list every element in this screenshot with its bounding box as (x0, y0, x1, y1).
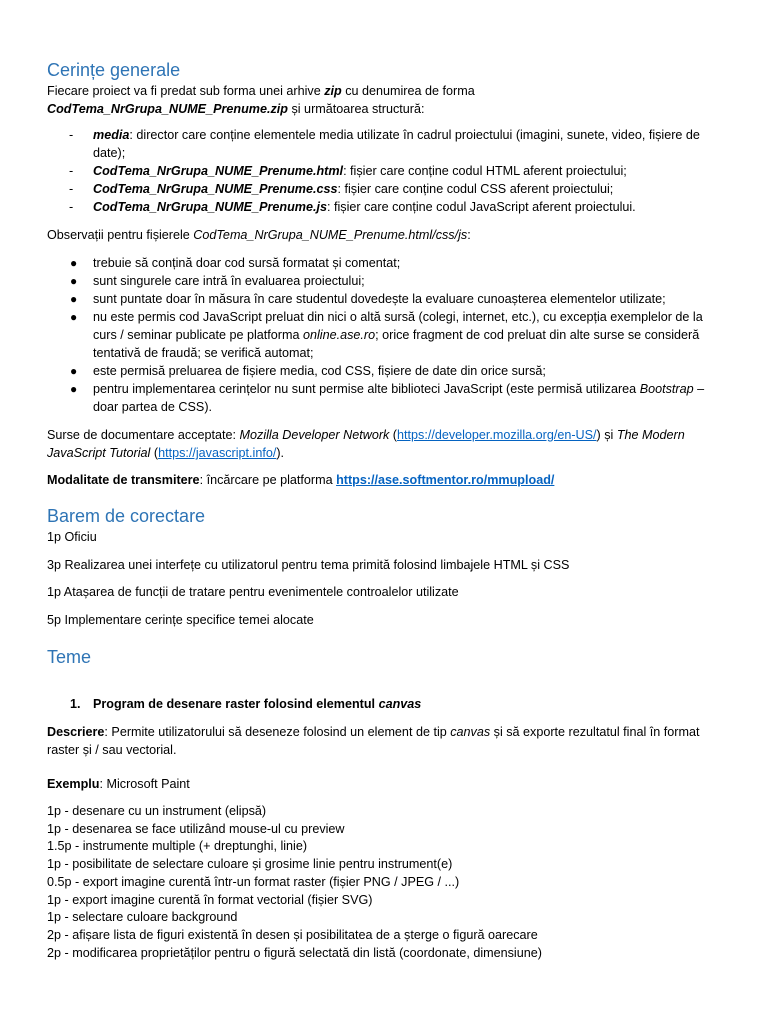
theme-1-description: Descriere: Permite utilizatorului să deseneze folosind un element de tip canvas și să exporte rezultatul final în format raster și / sau vectorial. (47, 725, 700, 757)
list-item: 1p - selectare culoare background (47, 910, 238, 925)
bullet-icon: ● (70, 292, 78, 306)
grade-item-evenimente: 1p Atașarea de funcții de tratare pentru evenimentele controalelor utilizate (47, 585, 459, 599)
bullet-icon: ● (70, 382, 78, 396)
heading-teme: Teme (47, 647, 92, 667)
theme-1-grading-list (47, 803, 727, 962)
list-item: 1p - export imagine curentă în format vectorial (fișier SVG) (47, 892, 373, 907)
list-item: ● nu este permis cod JavaScript preluat din nici o altă sursă (colegi, internet, etc.), cu excepția exemplelor de la curs / seminar publicate pe platforma online.ase.ro; orice fragment de cod preluat din alte surse se consideră tentativă de fraudă; se verifică automat; (70, 310, 703, 360)
bullet-icon: ● (70, 364, 78, 378)
heading-cerinte-generale: Cerințe generale (47, 60, 181, 80)
observations-paragraph: Observații pentru fișierele CodTema_NrGrupa_NUME_Prenume.html/css/js: (47, 228, 471, 242)
intro-paragraph: Fiecare proiect va fi predat sub forma unei arhive zip cu denumirea de forma CodTema_NrGrupa_NUME_Prenume.zip și următoarea structură: (47, 84, 475, 116)
heading-barem: Barem de corectare (47, 506, 206, 526)
list-item: ● este permisă preluarea de fișiere media, cod CSS, fișiere de date din orice sursă; (70, 364, 546, 378)
grade-item-oficiu: 1p Oficiu (47, 530, 97, 544)
submission-paragraph: Modalitate de transmitere: încărcare pe platforma https://ase.softmentor.ro/mmupload/ (47, 473, 555, 487)
list-item: 1p - posibilitate de selectare culoare și grosime linie pentru instrument(e) (47, 857, 453, 872)
grade-item-cerinte: 5p Implementare cerințe specifice temei alocate (47, 613, 314, 627)
list-item: - CodTema_NrGrupa_NUME_Prenume.html: fișier care conține codul HTML aferent proiectului; (69, 164, 627, 178)
list-item: 2p - afișare lista de figuri existentă în desen și posibilitatea de a șterge o figură oarecare (47, 927, 538, 942)
theme-1-example: Exemplu: Microsoft Paint (47, 777, 190, 791)
list-item: 0.5p - export imagine curentă într-un format raster (fișier PNG / JPEG / ...) (47, 874, 460, 889)
list-item: - CodTema_NrGrupa_NUME_Prenume.js: fișier care conține codul JavaScript aferent proiectului. (69, 200, 636, 214)
list-item: - media: director care conține elementele media utilizate în cadrul proiectului (imagini, sunete, video, fișiere de date); (69, 128, 700, 160)
sources-paragraph: Surse de documentare acceptate: Mozilla Developer Network (https://developer.mozilla.org/en-US/) și The Modern JavaScript Tutorial (https://javascript.info/). (47, 428, 685, 460)
list-item: 1p - desenarea se face utilizând mouse-ul cu preview (47, 821, 345, 836)
structure-list (47, 126, 727, 216)
bullet-icon: ● (70, 274, 78, 288)
javascript-info-link[interactable]: https://javascript.info/ (158, 446, 277, 460)
document-page: Cerințe generale Fiecare proiect va fi predat sub forma unei arhive zip cu denumirea de forma CodTema_NrGrupa_NUME_Prenume.zip și următoarea structură: - media: director care conține elementele media utilizate în cadrul proiectului (imagini, sunete, video, fișiere de date); - CodTema_NrGrupa_NUME_Prenume.html: fișier care conține codul HTML aferent proiectului; - CodTema_NrGrupa_NUME_Prenume.css: fișier care conține codul CSS aferent proiectului; - CodTema_NrGrupa_NUME_Prenume.js: fișier care conține codul JavaScript aferent proiectului. Observații pentru fișierele CodTema_NrGrupa_NUME_Prenume.html/css/js: ● trebuie să conțină doar cod sursă formatat și comentat; ● sunt singurele care intră în evaluarea proiectului; ● sunt puntate doar în măsura în care studentul dovedește la evaluare cunoașterea elementelor utilizate; ● nu este permis cod JavaScript preluat din nici o altă sursă (colegi, internet, etc.), cu excepția exemplelor de la curs / seminar publicate pe platforma online.ase.ro; orice fragment de cod preluat din alte surse se consideră tentativă de fraudă; se verifică automat; ● este permisă preluarea de fișiere media, cod CSS, fișiere de date din orice sursă; ● pentru implementarea cerințelor nu sunt permise alte biblioteci JavaScript (este permisă utilizarea Bootstrap – doar partea de CSS). Surse de documentare acceptate: Mozilla Developer Network (https://developer.mozilla.org/en-US/) și The Modern JavaScript Tutorial (https://javascript.info/). Modalitate de transmitere: încărcare pe platforma https://ase.softmentor.ro/mmupload/ Barem de corectare 1p Oficiu 3p Realizarea unei interfețe cu utilizatorul pentru tema primită folosind limbajele HTML și CSS 1p Atașarea de funcții de tratare pentru evenimentele controalelor utilizate 5p Implementare cerințe specifice temei alocate Teme 1. Program de desenare raster folosind elementul canvas Descriere: Permite utilizatorului să deseneze folosind un element de tip canvas și să exporte rezultatul final în format raster și / sau vectorial. Exemplu: Microsoft Paint 1p - desenare cu un instrument (elipsă) 1p - desenarea se face utilizând mouse-ul cu preview 1.5p - instrumente multiple (+ dreptunghi, linie) 1p - posibilitate de selectare culoare și grosime linie pentru instrument(e) 0.5p - export imagine curentă într-un format raster (fișier PNG / JPEG / ...) 1p - export imagine curentă în format vectorial (fișier SVG) 1p - selectare culoare background 2p - afișare lista de figuri existentă în desen și posibilitatea de a șterge o figură oarecare 2p - modificarea proprietăților pentru o figură selectată din listă (coordonate, dimensiune) (0, 0, 768, 1024)
list-item: 1p - desenare cu un instrument (elipsă) (47, 804, 267, 818)
grade-item-interfata: 3p Realizarea unei interfețe cu utilizatorul pentru tema primită folosind limbajele HTML și CSS (47, 558, 570, 572)
list-item: 2p - modificarea proprietăților pentru o figură selectată din listă (coordonate, dimensiune) (47, 945, 542, 960)
list-item: ● pentru implementarea cerințelor nu sunt permise alte biblioteci JavaScript (este permisă utilizarea Bootstrap – doar partea de CSS). (70, 382, 705, 414)
bullet-icon: ● (70, 256, 78, 270)
list-item: ● sunt singurele care intră în evaluarea proiectului; (70, 274, 365, 288)
bullet-icon: ● (70, 310, 78, 324)
list-item: ● trebuie să conțină doar cod sursă formatat și comentat; (70, 256, 401, 270)
list-item: - CodTema_NrGrupa_NUME_Prenume.css: fișier care conține codul CSS aferent proiectului; (69, 182, 614, 196)
mdn-link[interactable]: https://developer.mozilla.org/en-US/ (397, 428, 597, 442)
upload-platform-link[interactable]: https://ase.softmentor.ro/mmupload/ (336, 473, 555, 487)
list-item: 1.5p - instrumente multiple (+ dreptunghi, linie) (47, 839, 308, 854)
list-item: ● sunt puntate doar în măsura în care studentul dovedește la evaluare cunoașterea elementelor utilizate; (70, 292, 666, 306)
rules-list (47, 254, 727, 416)
